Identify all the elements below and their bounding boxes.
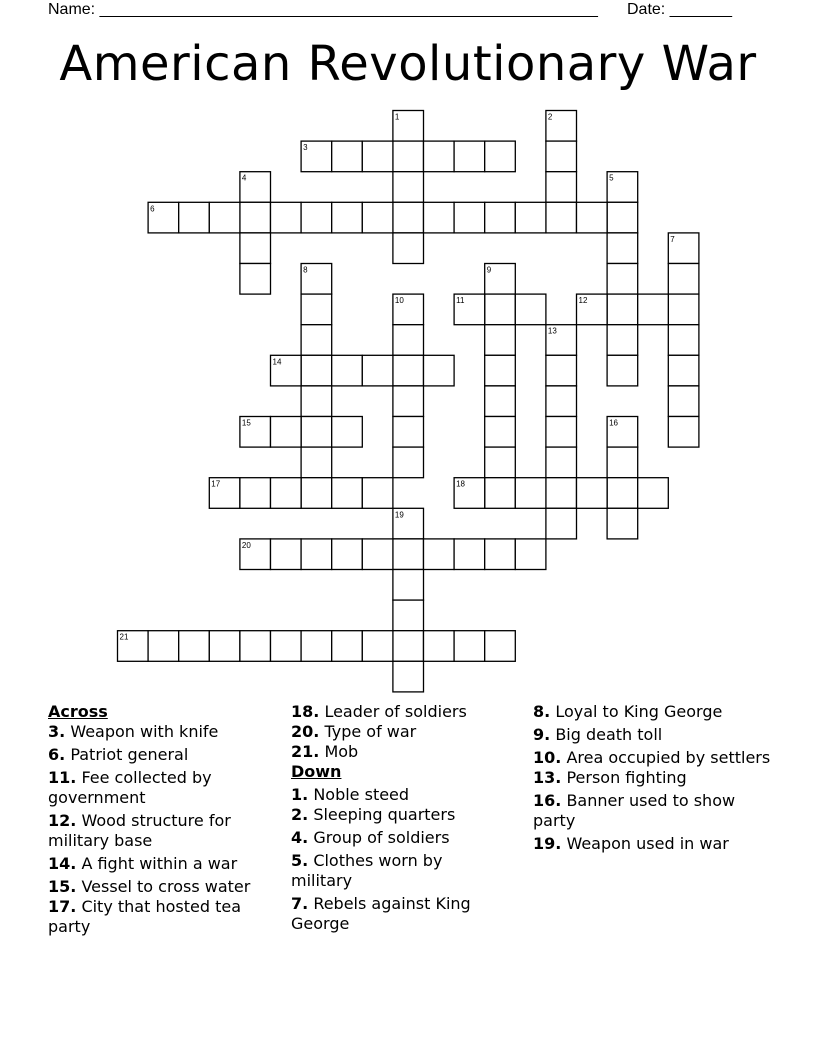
grid-cell-r12-c7[interactable] (332, 478, 363, 509)
grid-cell-r3-c4[interactable] (240, 202, 271, 233)
grid-cell-r6-c18[interactable] (668, 294, 699, 325)
clue-across-15 (48, 877, 284, 897)
grid-cell-r17-c1[interactable] (148, 631, 179, 662)
grid-cell-r10-c18[interactable] (668, 417, 699, 448)
grid-cell-r18-c9[interactable] (393, 661, 424, 692)
clue-across-20 (291, 722, 501, 742)
clue-number: 10. (533, 748, 562, 767)
grid-cell-r3-c3[interactable] (209, 202, 240, 233)
grid-cell-r8-c6[interactable] (301, 355, 332, 386)
grid-cell-r5-c18[interactable] (668, 264, 699, 295)
clue-down-2 (291, 805, 501, 825)
grid-cell-r5-c6[interactable] (301, 264, 332, 295)
grid-cell-r17-c2[interactable] (179, 631, 210, 662)
grid-cell-r12-c6[interactable] (301, 478, 332, 509)
grid-cell-r12-c13[interactable] (515, 478, 546, 509)
grid-cell-r17-c5[interactable] (271, 631, 302, 662)
clue-across-18 (291, 702, 501, 722)
grid-cell-r13-c14[interactable] (546, 508, 577, 539)
grid-cell-r17-c8[interactable] (362, 631, 393, 662)
grid-cell-r8-c14[interactable] (546, 355, 577, 386)
grid-cell-r12-c4[interactable] (240, 478, 271, 509)
clue-number: 11. (48, 768, 77, 787)
grid-cell-r3-c13[interactable] (515, 202, 546, 233)
grid-cell-r17-c7[interactable] (332, 631, 363, 662)
clue-text: Big death toll (555, 725, 663, 744)
grid-cell-r3-c16[interactable] (607, 202, 638, 233)
clue-down-8 (533, 702, 773, 722)
clues-column-1 (48, 702, 284, 937)
grid-cell-r8-c5[interactable] (271, 355, 302, 386)
grid-cell-r10-c7[interactable] (332, 417, 363, 448)
clue-number-1: 1 (394, 112, 400, 122)
grid-cell-r3-c5[interactable] (271, 202, 302, 233)
clue-number: 14. (48, 854, 77, 873)
grid-cell-r13-c9[interactable] (393, 508, 424, 539)
grid-cell-r6-c16[interactable] (607, 294, 638, 325)
clue-down-1 (291, 785, 501, 805)
grid-cell-r11-c9[interactable] (393, 447, 424, 478)
grid-cell-r7-c16[interactable] (607, 325, 638, 356)
clue-text: Person fighting (566, 768, 687, 787)
grid-cell-r3-c9[interactable] (393, 202, 424, 233)
clue-number-8: 8 (303, 265, 308, 275)
clue-number: 7. (291, 894, 309, 913)
name-field-label[interactable]: Name: ________________________________________________________ (48, 1, 598, 18)
clue-text: Mob (324, 742, 359, 761)
clue-across-17 (48, 897, 284, 937)
clue-text: Fee collected by government (48, 768, 212, 807)
clue-text: Sleeping quarters (313, 805, 456, 824)
clue-number-3: 3 (303, 143, 308, 153)
clue-text: Weapon used in war (566, 834, 729, 853)
clue-down-7 (291, 894, 501, 934)
clue-number: 3. (48, 722, 66, 741)
grid-cell-r17-c9[interactable] (393, 631, 424, 662)
date-field-label[interactable]: Date: _______ (627, 1, 732, 18)
grid-cell-r17-c6[interactable] (301, 631, 332, 662)
grid-cell-r10-c16[interactable] (607, 417, 638, 448)
grid-cell-r14-c5[interactable] (271, 539, 302, 570)
grid-cell-r9-c18[interactable] (668, 386, 699, 417)
grid-cell-r14-c11[interactable] (454, 539, 485, 570)
clue-number: 13. (533, 768, 562, 787)
grid-cell-r3-c11[interactable] (454, 202, 485, 233)
grid-cell-r11-c16[interactable] (607, 447, 638, 478)
clue-across-3 (48, 722, 284, 742)
grid-cell-r5-c12[interactable] (485, 264, 516, 295)
grid-cell-r9-c12[interactable] (485, 386, 516, 417)
grid-cell-r6-c15[interactable] (577, 294, 608, 325)
grid-cell-r1-c9[interactable] (393, 141, 424, 172)
grid-cell-r3-c7[interactable] (332, 202, 363, 233)
clue-down-13 (533, 768, 773, 788)
grid-cell-r8-c18[interactable] (668, 355, 699, 386)
clue-number-6: 6 (150, 204, 155, 214)
clue-number-15: 15 (241, 418, 251, 428)
grid-cell-r4-c16[interactable] (607, 233, 638, 264)
clue-number: 6. (48, 745, 66, 764)
grid-cell-r7-c6[interactable] (301, 325, 332, 356)
grid-cell-r11-c12[interactable] (485, 447, 516, 478)
grid-cell-r14-c9[interactable] (393, 539, 424, 570)
grid-cell-r12-c3[interactable] (209, 478, 240, 509)
grid-cell-r14-c13[interactable] (515, 539, 546, 570)
page-title: American Revolutionary War (59, 36, 757, 92)
clue-across-11 (48, 768, 284, 808)
grid-cell-r9-c6[interactable] (301, 386, 332, 417)
grid-cell-r8-c7[interactable] (332, 355, 363, 386)
grid-cell-r3-c15[interactable] (577, 202, 608, 233)
grid-cell-r9-c14[interactable] (546, 386, 577, 417)
grid-cell-r1-c11[interactable] (454, 141, 485, 172)
grid-cell-r12-c12[interactable] (485, 478, 516, 509)
grid-cell-r3-c10[interactable] (424, 202, 455, 233)
clue-number: 15. (48, 877, 77, 896)
grid-cell-r6-c9[interactable] (393, 294, 424, 325)
clue-text: City that hosted tea party (48, 897, 242, 936)
clue-down-4 (291, 828, 501, 848)
clue-text: Banner used to show party (533, 791, 736, 830)
clue-text: Area occupied by settlers (566, 748, 771, 767)
clue-down-5 (291, 851, 501, 891)
clue-number-16: 16 (609, 418, 619, 428)
clue-number-9: 9 (486, 265, 492, 275)
grid-cell-r6-c6[interactable] (301, 294, 332, 325)
clues-column-2 (291, 702, 501, 934)
clue-number: 5. (291, 851, 309, 870)
grid-cell-r12-c16[interactable] (607, 478, 638, 509)
clue-number: 19. (533, 834, 562, 853)
clue-text: Rebels against King George (291, 894, 471, 933)
grid-cell-r14-c7[interactable] (332, 539, 363, 570)
grid-cell-r4-c18[interactable] (668, 233, 699, 264)
grid-cell-r1-c10[interactable] (424, 141, 455, 172)
clue-number: 8. (533, 702, 551, 721)
grid-cell-r2-c9[interactable] (393, 172, 424, 203)
clue-number: 12. (48, 811, 77, 830)
clue-number-10: 10 (394, 296, 404, 306)
grid-cell-r10-c5[interactable] (271, 417, 302, 448)
grid-cell-r12-c5[interactable] (271, 478, 302, 509)
grid-cell-r1-c12[interactable] (485, 141, 516, 172)
clue-text: Group of soldiers (313, 828, 450, 847)
down-heading: Down (291, 762, 342, 781)
clue-number-20: 20 (241, 540, 251, 550)
clue-text: Weapon with knife (70, 722, 219, 741)
grid-cell-r3-c8[interactable] (362, 202, 393, 233)
clue-text: Patriot general (70, 745, 189, 764)
clue-text: A fight within a war (81, 854, 238, 873)
grid-cell-r8-c8[interactable] (362, 355, 393, 386)
header (48, 0, 748, 20)
grid-cell-r12-c14[interactable] (546, 478, 577, 509)
clue-number-2: 2 (547, 112, 553, 122)
grid-cell-r1-c7[interactable] (332, 141, 363, 172)
clues-column-3 (533, 702, 773, 854)
grid-cell-r4-c4[interactable] (240, 233, 271, 264)
grid-cell-r1-c8[interactable] (362, 141, 393, 172)
grid-cell-r10-c12[interactable] (485, 417, 516, 448)
grid-cell-r14-c8[interactable] (362, 539, 393, 570)
grid-cell-r1-c6[interactable] (301, 141, 332, 172)
grid-cell-r12-c17[interactable] (638, 478, 669, 509)
clue-number-12: 12 (578, 296, 588, 306)
clue-text: Vessel to cross water (81, 877, 251, 896)
grid-cell-r3-c1[interactable] (148, 202, 179, 233)
grid-cell-r6-c11[interactable] (454, 294, 485, 325)
clue-down-19 (533, 834, 773, 854)
clue-number: 4. (291, 828, 309, 847)
grid-cell-r2-c4[interactable] (240, 172, 271, 203)
clue-number-4: 4 (241, 173, 247, 183)
clue-across-14 (48, 854, 284, 874)
grid-cell-r3-c14[interactable] (546, 202, 577, 233)
grid-cell-r9-c9[interactable] (393, 386, 424, 417)
clue-number: 16. (533, 791, 562, 810)
grid-cell-r17-c11[interactable] (454, 631, 485, 662)
grid-cell-r17-c0[interactable] (118, 631, 149, 662)
clue-number: 20. (291, 722, 320, 741)
grid-cell-r10-c14[interactable] (546, 417, 577, 448)
grid-cell-r0-c14[interactable] (546, 111, 577, 142)
clue-number-14: 14 (272, 357, 282, 367)
grid-cell-r14-c6[interactable] (301, 539, 332, 570)
grid-cell-r7-c12[interactable] (485, 325, 516, 356)
clue-down-9 (533, 725, 773, 745)
grid-cell-r17-c12[interactable] (485, 631, 516, 662)
clue-number-11: 11 (456, 296, 465, 306)
grid-cell-r11-c6[interactable] (301, 447, 332, 478)
clue-number-7: 7 (670, 234, 675, 244)
clue-number: 1. (291, 785, 309, 804)
clue-across-12 (48, 811, 284, 851)
grid-cell-r4-c9[interactable] (393, 233, 424, 264)
grid-cell-r17-c3[interactable] (209, 631, 240, 662)
grid-cell-r3-c6[interactable] (301, 202, 332, 233)
grid-cell-r6-c13[interactable] (515, 294, 546, 325)
clue-number-18: 18 (456, 479, 466, 489)
clue-number-17: 17 (211, 479, 221, 489)
grid-cell-r8-c9[interactable] (393, 355, 424, 386)
clue-down-10 (533, 748, 773, 768)
grid-cell-r17-c4[interactable] (240, 631, 271, 662)
grid-cell-r7-c18[interactable] (668, 325, 699, 356)
across-heading: Across (48, 702, 108, 721)
clue-text: Loyal to King George (555, 702, 723, 721)
grid-cell-r10-c6[interactable] (301, 417, 332, 448)
grid-cell-r7-c14[interactable] (546, 325, 577, 356)
grid-cell-r1-c14[interactable] (546, 141, 577, 172)
clue-text: Wood structure for military base (48, 811, 231, 850)
clue-number: 21. (291, 742, 320, 761)
clue-down-16 (533, 791, 773, 831)
grid-cell-r0-c9[interactable] (393, 111, 424, 142)
grid-cell-r5-c4[interactable] (240, 264, 271, 295)
grid-cell-r7-c9[interactable] (393, 325, 424, 356)
grid-cell-r12-c15[interactable] (577, 478, 608, 509)
grid-cell-r15-c9[interactable] (393, 570, 424, 601)
grid-cell-r14-c10[interactable] (424, 539, 455, 570)
grid-cell-r13-c16[interactable] (607, 508, 638, 539)
grid-cell-r14-c12[interactable] (485, 539, 516, 570)
clue-number-5: 5 (609, 173, 614, 183)
clue-number: 17. (48, 897, 77, 916)
grid-cell-r5-c16[interactable] (607, 264, 638, 295)
grid-cell-r2-c14[interactable] (546, 172, 577, 203)
clue-text: Noble steed (313, 785, 410, 804)
clue-number-19: 19 (394, 510, 404, 520)
grid-cell-r10-c4[interactable] (240, 417, 271, 448)
grid-cell-r8-c12[interactable] (485, 355, 516, 386)
grid-cell-r6-c17[interactable] (638, 294, 669, 325)
clue-text: Clothes worn by military (291, 851, 443, 890)
grid-cell-r8-c10[interactable] (424, 355, 455, 386)
clue-number: 18. (291, 702, 320, 721)
clue-number-13: 13 (547, 326, 557, 336)
grid-cell-r17-c10[interactable] (424, 631, 455, 662)
grid-cell-r10-c9[interactable] (393, 417, 424, 448)
grid-cell-r14-c4[interactable] (240, 539, 271, 570)
grid-cell-r11-c14[interactable] (546, 447, 577, 478)
clue-text: Leader of soldiers (324, 702, 467, 721)
clue-number: 9. (533, 725, 551, 744)
grid-cell-r3-c2[interactable] (179, 202, 210, 233)
grid-cell-r6-c12[interactable] (485, 294, 516, 325)
clue-across-21 (291, 742, 501, 762)
grid-cell-r12-c8[interactable] (362, 478, 393, 509)
grid-cell-r3-c12[interactable] (485, 202, 516, 233)
clue-number: 2. (291, 805, 309, 824)
grid-cell-r8-c16[interactable] (607, 355, 638, 386)
clue-number-21: 21 (119, 632, 129, 642)
grid-cell-r2-c16[interactable] (607, 172, 638, 203)
grid-cell-r16-c9[interactable] (393, 600, 424, 631)
grid-cell-r12-c11[interactable] (454, 478, 485, 509)
clue-across-6 (48, 745, 284, 765)
clue-text: Type of war (324, 722, 417, 741)
